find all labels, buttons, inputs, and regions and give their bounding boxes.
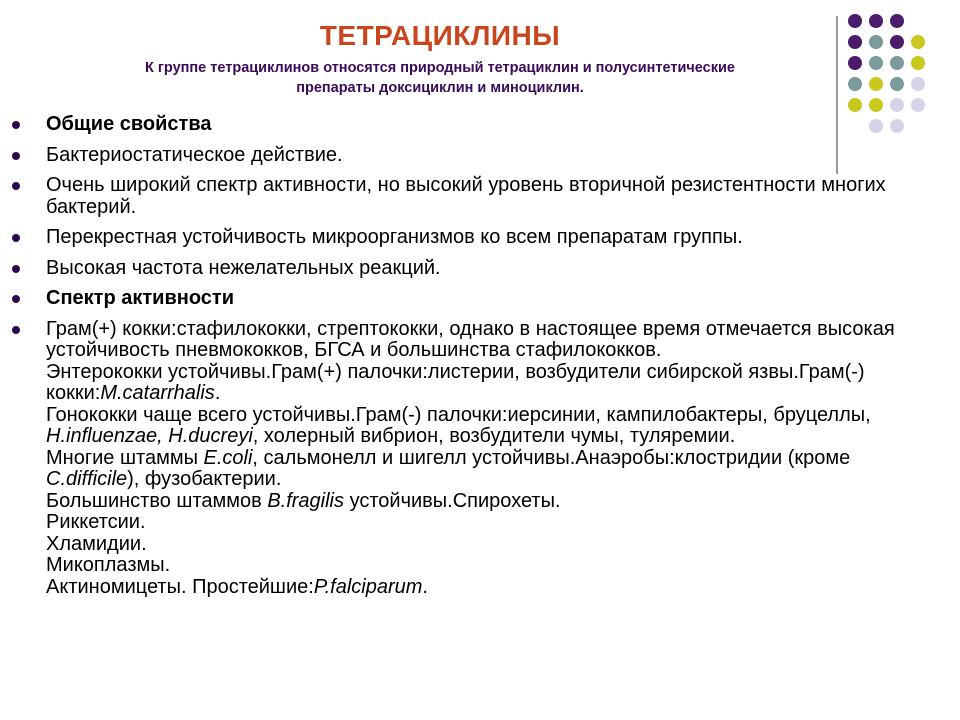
bullet-icon (12, 234, 20, 242)
organism-name: M.catarrhalis (100, 382, 215, 404)
list-item-text: Бактериостатическое действие. (46, 143, 343, 166)
bullet-icon (12, 121, 20, 129)
decor-dot (911, 56, 925, 70)
decor-dot (869, 98, 883, 112)
text: Гонококки чаще всего устойчивы.Грам(-) палочки:иерсинии, кампилобактеры, бруцеллы, (46, 403, 871, 426)
decor-dot (890, 98, 904, 112)
text: . (422, 575, 428, 598)
spectrum-para-5 (46, 491, 940, 513)
text: Энтерококки устойчивы.Грам(+) палочки:листерии, возбудители сибирской язвы.Грам(-) кокки: (46, 360, 865, 404)
decor-dot (869, 56, 883, 70)
decor-dot (911, 35, 925, 49)
list-item (0, 258, 940, 280)
decor-dot (911, 77, 925, 91)
subtitle-line-2: препараты доксициклин и миноциклин. (296, 80, 584, 96)
organism-name: E.coli (203, 446, 253, 469)
decor-dot (890, 35, 904, 49)
list-item-text: Спектр активности (46, 287, 234, 309)
list-item-spectrum-heading (0, 288, 940, 310)
spectrum-para-9 (46, 577, 940, 599)
slide-title: ТЕТРАЦИКЛИНЫ (319, 20, 561, 51)
text: Многие штаммы (46, 446, 204, 469)
decor-dot (848, 98, 862, 112)
list-item (0, 145, 940, 167)
decor-dot (848, 35, 862, 49)
organism-name: C.difficile (46, 468, 128, 490)
organism-name: B.fragilis (267, 489, 345, 512)
text: , холерный вибрион, возбудители чумы, туляремии. (252, 425, 736, 447)
bullet-icon (12, 265, 20, 273)
list-item (0, 175, 940, 218)
list-item (0, 227, 940, 249)
decor-dot (869, 14, 883, 28)
bullet-icon (12, 295, 20, 303)
list-item-spectrum (0, 319, 940, 599)
organism-name: P.falciparum (313, 575, 423, 598)
spectrum-para-2 (46, 362, 940, 405)
decor-dot (848, 77, 862, 91)
spectrum-para-3 (46, 405, 940, 448)
bullet-icon (12, 182, 20, 190)
bullet-icon (12, 326, 20, 334)
text: Актиномицеты. Простейшие: (46, 575, 314, 598)
list-item-general (0, 114, 940, 136)
decor-dot (848, 56, 862, 70)
subtitle-line-1: К группе тетрациклинов относятся природный тетрациклин и полусинтетические (145, 60, 735, 76)
text: , сальмонелл и шигелл устойчивы.Анаэробы:клостридии (кроме (252, 446, 851, 469)
decor-dot (890, 14, 904, 28)
decor-dot (869, 77, 883, 91)
spectrum-para-1: Грам(+) кокки:стафилококки, стрептококки, однако в настоящее время отмечается высокая устойчивость пневмококков, БГСА и большинства стафилококков. (46, 317, 895, 361)
list-item-text: Перекрестная устойчивость микроорганизмов ко всем препаратам группы. (46, 226, 743, 248)
text: . (214, 382, 221, 404)
list-item-text: Высокая частота нежелательных реакций. (46, 256, 441, 279)
spectrum-para-7: Хламидии. (46, 532, 147, 555)
spectrum-para-4 (46, 448, 940, 491)
decor-dot (890, 56, 904, 70)
decor-dot (869, 35, 883, 49)
slide-subtitle (40, 58, 840, 98)
spectrum-para-8: Микоплазмы. (46, 554, 171, 576)
spectrum-para-6: Риккетсии. (46, 511, 146, 533)
decor-dot (890, 77, 904, 91)
organism-name: H.influenzae, H.ducreyi (46, 425, 253, 447)
list-item-text: Общие свойства (46, 113, 212, 135)
decor-dot (911, 98, 925, 112)
text: Большинство штаммов (46, 489, 268, 512)
text: устойчивы.Спирохеты. (344, 489, 561, 512)
decor-dot (848, 14, 862, 28)
list-item-text: Очень широкий спектр активности, но высокий уровень вторичной резистентности многих бактерий. (46, 174, 886, 218)
text: ), фузобактерии. (127, 468, 282, 490)
bullet-icon (12, 152, 20, 160)
content-list (0, 114, 940, 607)
